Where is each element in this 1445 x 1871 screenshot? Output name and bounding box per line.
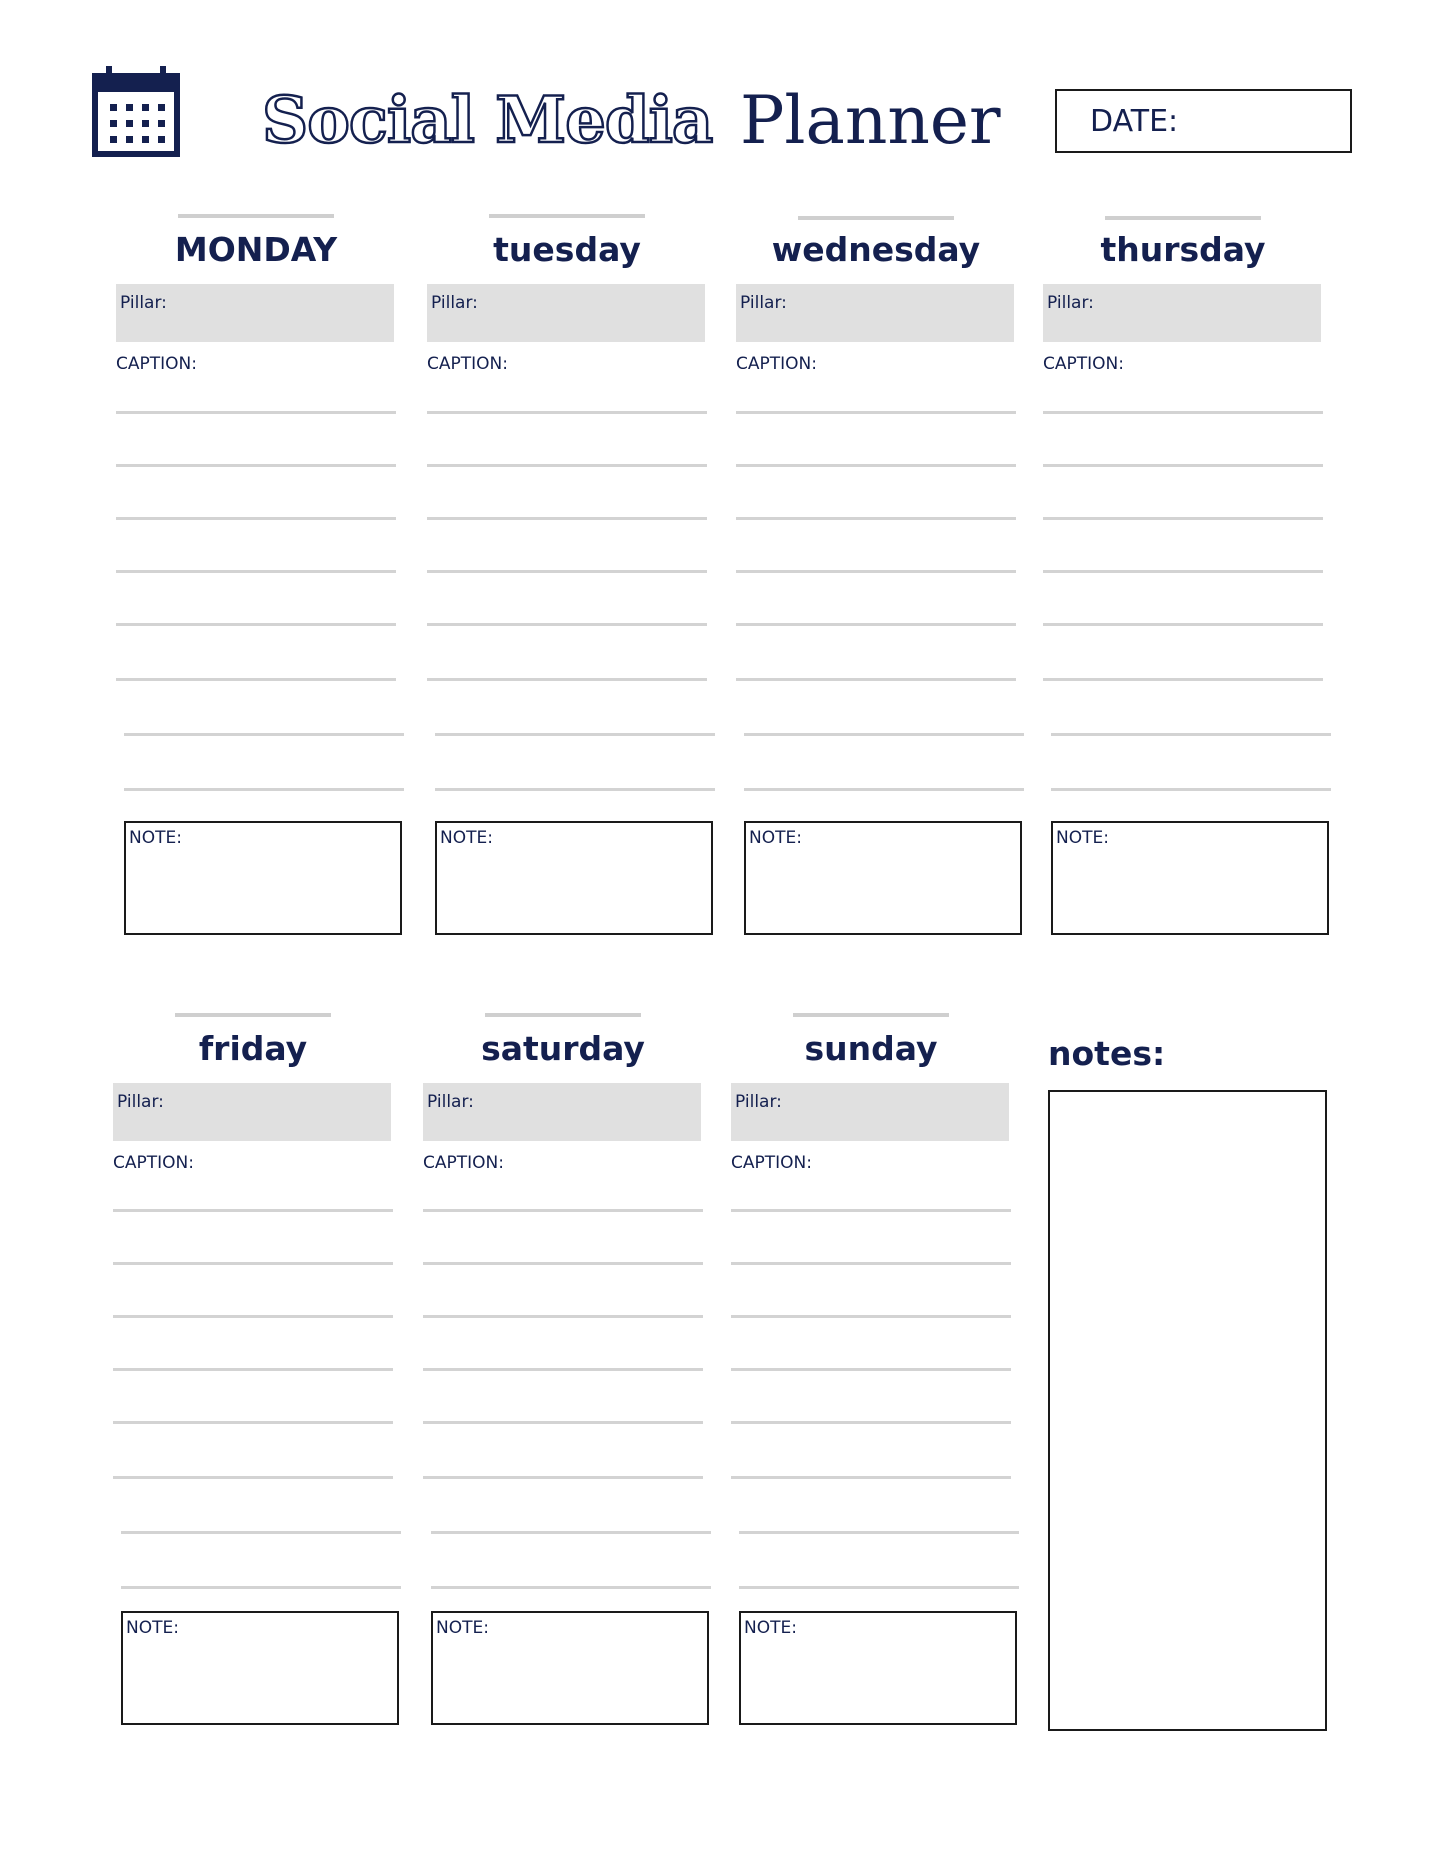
notes-box[interactable] [1048, 1090, 1327, 1731]
note-label: NOTE: [440, 828, 493, 848]
caption-line[interactable] [1043, 570, 1323, 573]
caption-line[interactable] [113, 1262, 393, 1265]
caption-line[interactable] [113, 1421, 393, 1424]
day-rule [178, 214, 334, 218]
caption-line[interactable] [116, 517, 396, 520]
day-name: MONDAY [174, 230, 338, 269]
pillar-label: Pillar: [740, 293, 787, 313]
day-column-saturday [423, 1013, 703, 1753]
pillar-field[interactable] [116, 284, 394, 342]
note-label: NOTE: [129, 828, 182, 848]
day-column-thursday [1043, 214, 1323, 954]
note-label: NOTE: [436, 1618, 489, 1638]
day-rule [175, 1013, 331, 1017]
caption-line[interactable] [1043, 678, 1323, 681]
caption-line[interactable] [744, 788, 1024, 791]
pillar-field[interactable] [423, 1083, 701, 1141]
caption-line[interactable] [423, 1476, 703, 1479]
day-name: thursday [1100, 230, 1266, 269]
caption-line[interactable] [731, 1209, 1011, 1212]
caption-line[interactable] [736, 464, 1016, 467]
caption-line[interactable] [116, 411, 396, 414]
caption-line[interactable] [423, 1209, 703, 1212]
day-rule [793, 1013, 949, 1017]
caption-line[interactable] [731, 1368, 1011, 1371]
day-column-friday [113, 1013, 393, 1753]
caption-label: CAPTION: [736, 354, 817, 374]
note-label: NOTE: [749, 828, 802, 848]
caption-line[interactable] [736, 623, 1016, 626]
calendar-icon [92, 64, 180, 158]
caption-line[interactable] [1043, 464, 1323, 467]
day-name: saturday [481, 1029, 645, 1068]
pillar-label: Pillar: [431, 293, 478, 313]
note-label: NOTE: [126, 1618, 179, 1638]
caption-line[interactable] [116, 678, 396, 681]
caption-line[interactable] [423, 1421, 703, 1424]
note-box[interactable] [435, 821, 713, 935]
caption-line[interactable] [113, 1209, 393, 1212]
caption-line[interactable] [435, 788, 715, 791]
caption-line[interactable] [116, 464, 396, 467]
pillar-field[interactable] [113, 1083, 391, 1141]
caption-line[interactable] [1051, 788, 1331, 791]
pillar-label: Pillar: [120, 293, 167, 313]
day-rule [485, 1013, 641, 1017]
note-box[interactable] [121, 1611, 399, 1725]
caption-line[interactable] [423, 1315, 703, 1318]
note-label: NOTE: [744, 1618, 797, 1638]
day-rule [1105, 216, 1261, 220]
caption-line[interactable] [731, 1421, 1011, 1424]
day-column-wednesday [736, 214, 1016, 954]
caption-line[interactable] [427, 570, 707, 573]
title-social-media: Social Media [262, 83, 713, 158]
caption-line[interactable] [1043, 623, 1323, 626]
caption-line[interactable] [731, 1262, 1011, 1265]
caption-label: CAPTION: [116, 354, 197, 374]
caption-line[interactable] [431, 1531, 711, 1534]
caption-label: CAPTION: [423, 1153, 504, 1173]
caption-line[interactable] [113, 1315, 393, 1318]
caption-label: CAPTION: [1043, 354, 1124, 374]
pillar-field[interactable] [1043, 284, 1321, 342]
title-planner: Planner [740, 82, 1001, 159]
date-label: DATE: [1090, 104, 1179, 139]
caption-label: CAPTION: [113, 1153, 194, 1173]
caption-line[interactable] [124, 733, 404, 736]
day-column-sunday [731, 1013, 1011, 1753]
caption-line[interactable] [427, 623, 707, 626]
pillar-label: Pillar: [1047, 293, 1094, 313]
pillar-label: Pillar: [427, 1092, 474, 1112]
note-box[interactable] [744, 821, 1022, 935]
pillar-field[interactable] [736, 284, 1014, 342]
caption-line[interactable] [121, 1586, 401, 1589]
caption-line[interactable] [1051, 733, 1331, 736]
day-column-monday [116, 214, 396, 954]
caption-line[interactable] [736, 678, 1016, 681]
caption-line[interactable] [739, 1586, 1019, 1589]
note-box[interactable] [124, 821, 402, 935]
pillar-field[interactable] [731, 1083, 1009, 1141]
note-box[interactable] [1051, 821, 1329, 935]
caption-line[interactable] [124, 788, 404, 791]
caption-line[interactable] [736, 411, 1016, 414]
day-rule [489, 214, 645, 218]
caption-line[interactable] [1043, 517, 1323, 520]
caption-label: CAPTION: [427, 354, 508, 374]
caption-line[interactable] [1043, 411, 1323, 414]
notes-title: notes: [1048, 1034, 1166, 1073]
note-label: NOTE: [1056, 828, 1109, 848]
day-name: friday [198, 1029, 308, 1068]
caption-line[interactable] [113, 1368, 393, 1371]
caption-line[interactable] [731, 1476, 1011, 1479]
caption-line[interactable] [121, 1531, 401, 1534]
caption-label: CAPTION: [731, 1153, 812, 1173]
pillar-label: Pillar: [117, 1092, 164, 1112]
caption-line[interactable] [427, 517, 707, 520]
day-name: tuesday [493, 230, 641, 269]
caption-line[interactable] [427, 411, 707, 414]
pillar-label: Pillar: [735, 1092, 782, 1112]
caption-line[interactable] [739, 1531, 1019, 1534]
note-box[interactable] [431, 1611, 709, 1725]
pillar-field[interactable] [427, 284, 705, 342]
caption-line[interactable] [113, 1476, 393, 1479]
day-rule [798, 216, 954, 220]
caption-line[interactable] [423, 1262, 703, 1265]
note-box[interactable] [739, 1611, 1017, 1725]
caption-line[interactable] [744, 733, 1024, 736]
caption-line[interactable] [736, 517, 1016, 520]
caption-line[interactable] [427, 678, 707, 681]
date-field[interactable] [1055, 89, 1352, 153]
caption-line[interactable] [423, 1368, 703, 1371]
caption-line[interactable] [116, 570, 396, 573]
caption-line[interactable] [736, 570, 1016, 573]
caption-line[interactable] [435, 733, 715, 736]
caption-line[interactable] [431, 1586, 711, 1589]
caption-line[interactable] [427, 464, 707, 467]
day-name: sunday [804, 1029, 938, 1068]
day-name: wednesday [771, 230, 981, 269]
caption-line[interactable] [731, 1315, 1011, 1318]
caption-line[interactable] [116, 623, 396, 626]
day-column-tuesday [427, 214, 707, 954]
